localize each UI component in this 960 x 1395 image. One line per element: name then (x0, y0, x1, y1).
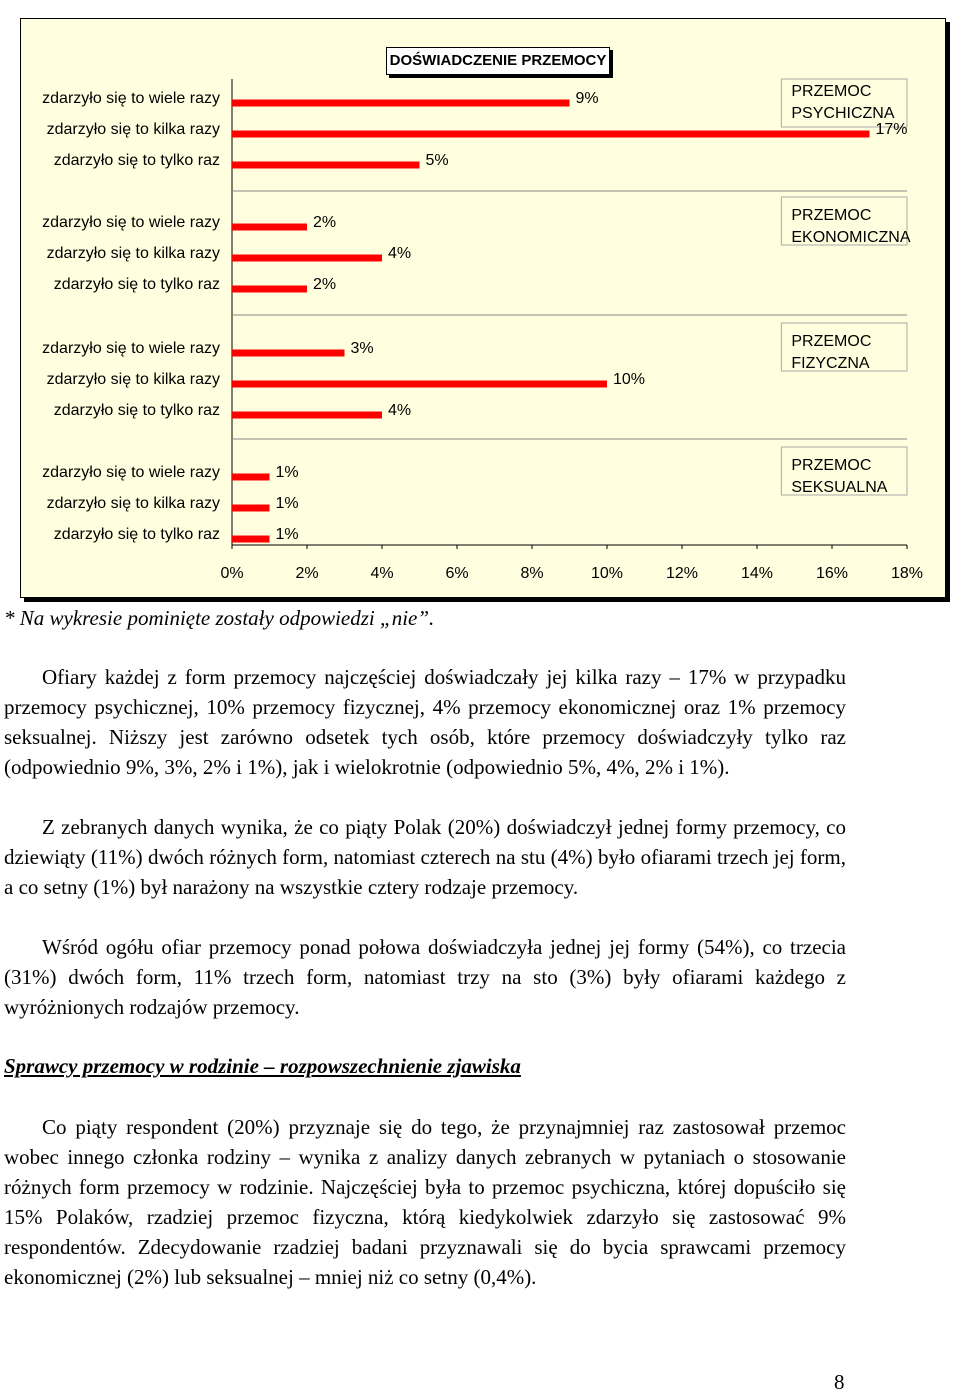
bar (232, 255, 382, 262)
group-title-line: PRZEMOC (791, 207, 872, 224)
bar (232, 350, 345, 357)
category-label: zdarzyło się to kilka razy (46, 245, 220, 262)
x-tick-label: 16% (815, 565, 849, 582)
data-label: 1% (275, 526, 299, 543)
x-tick-label: 10% (590, 565, 624, 582)
category-label: zdarzyło się to tylko raz (53, 152, 220, 169)
data-label: 4% (388, 245, 412, 262)
data-label: 2% (313, 276, 337, 293)
category-label: zdarzyło się to tylko raz (53, 402, 220, 419)
x-tick-label: 8% (520, 565, 544, 582)
bar (232, 162, 420, 169)
group-title-line: PRZEMOC (791, 83, 872, 100)
chart-footnote: * Na wykresie pominięte zostały odpowiedzi „nie”. (4, 606, 435, 630)
category-label: zdarzyło się to wiele razy (42, 214, 220, 231)
x-tick-label: 6% (445, 565, 469, 582)
bar (232, 224, 307, 231)
group-title-line: FIZYCZNA (791, 355, 870, 372)
chart-title: DOŚWIADCZENIE PRZEMOCY (386, 47, 610, 75)
paragraph-2: Z zebranych danych wynika, że co piąty Polak (20%) doświadczył jednej formy przemocy, co dziewiąty (11%) dwóch różnych form, natomiast czterech na stu (4%) było ofiarami trzech jej form, a co setny (1%) był narażony na wszystkie cztery rodzaje przemocy. (4, 815, 846, 899)
x-tick-label: 2% (295, 565, 319, 582)
data-label: 3% (350, 340, 374, 357)
group-title-line: PSYCHICZNA (791, 105, 895, 122)
data-label: 5% (425, 152, 449, 169)
category-label: zdarzyło się to wiele razy (42, 340, 220, 357)
category-label: zdarzyło się to kilka razy (46, 495, 220, 512)
category-label: zdarzyło się to kilka razy (46, 121, 220, 138)
data-label: 9% (575, 90, 599, 107)
bar (232, 381, 607, 388)
chart-frame (20, 18, 946, 598)
bar (232, 474, 270, 481)
page-number: 8 (834, 1370, 845, 1394)
bar (232, 100, 570, 107)
bar (232, 286, 307, 293)
data-label: 4% (388, 402, 412, 419)
section-heading: Sprawcy przemocy w rodzinie – rozpowszechnienie zjawiska (4, 1054, 521, 1078)
group-title-line: PRZEMOC (791, 457, 872, 474)
group-title-line: EKONOMICZNA (791, 229, 911, 246)
x-tick-label: 18% (890, 565, 924, 582)
x-tick-label: 14% (740, 565, 774, 582)
bar (232, 505, 270, 512)
data-label: 10% (613, 371, 646, 388)
group-title-line: PRZEMOC (791, 333, 872, 350)
x-tick-label: 4% (370, 565, 394, 582)
bar (232, 131, 870, 138)
x-tick-label: 0% (220, 565, 244, 582)
paragraph-1: Ofiary każdej z form przemocy najczęściej doświadczały jej kilka razy – 17% w przypadku przemocy psychicznej, 10% przemocy fizycznej, 4% przemocy ekonomicznej oraz 1% przemocy seksualnej. Niższy jest zarówno odsetek tych osób, które przemocy doświadczyły tylko raz (odpowiednio 9%, 3%, 2% i 1%), jak i wielokrotnie (odpowiednio 5%, 4%, 2% i 1%). (4, 665, 846, 779)
data-label: 17% (875, 121, 908, 138)
x-tick-label: 12% (665, 565, 699, 582)
paragraph-3: Wśród ogółu ofiar przemocy ponad połowa doświadczyła jednej jej formy (54%), co trzecia (31%) dwóch form, 11% trzech form, natomiast trzy na sto (3%) były ofiarami każdego z wyróżnionych rodzajów przemocy. (4, 935, 846, 1019)
data-label: 1% (275, 495, 299, 512)
bar (232, 412, 382, 419)
data-label: 2% (313, 214, 337, 231)
category-label: zdarzyło się to kilka razy (46, 371, 220, 388)
category-label: zdarzyło się to tylko raz (53, 526, 220, 543)
category-label: zdarzyło się to wiele razy (42, 464, 220, 481)
data-label: 1% (275, 464, 299, 481)
group-title-line: SEKSUALNA (791, 479, 888, 496)
category-label: zdarzyło się to wiele razy (42, 90, 220, 107)
paragraph-4: Co piąty respondent (20%) przyznaje się do tego, że przynajmniej raz zastosował przemoc wobec innego członka rodziny – wynika z analizy danych zebranych w pytaniach o stosowanie różnych form przemocy w rodzinie. Najczęściej była to przemoc psychiczna, której dopuściło się 15% Polaków, rzadziej przemoc fizyczna, którą kiedykolwiek zdarzyło się zastosować 9% respondentów. Zdecydowanie rzadziej badani przyznawali się do bycia sprawcami przemocy ekonomicznej (2%) lub seksualnej – mniej niż co setny (0,4%). (4, 1115, 846, 1289)
category-label: zdarzyło się to tylko raz (53, 276, 220, 293)
bar (232, 536, 270, 543)
bar-chart (21, 19, 945, 597)
